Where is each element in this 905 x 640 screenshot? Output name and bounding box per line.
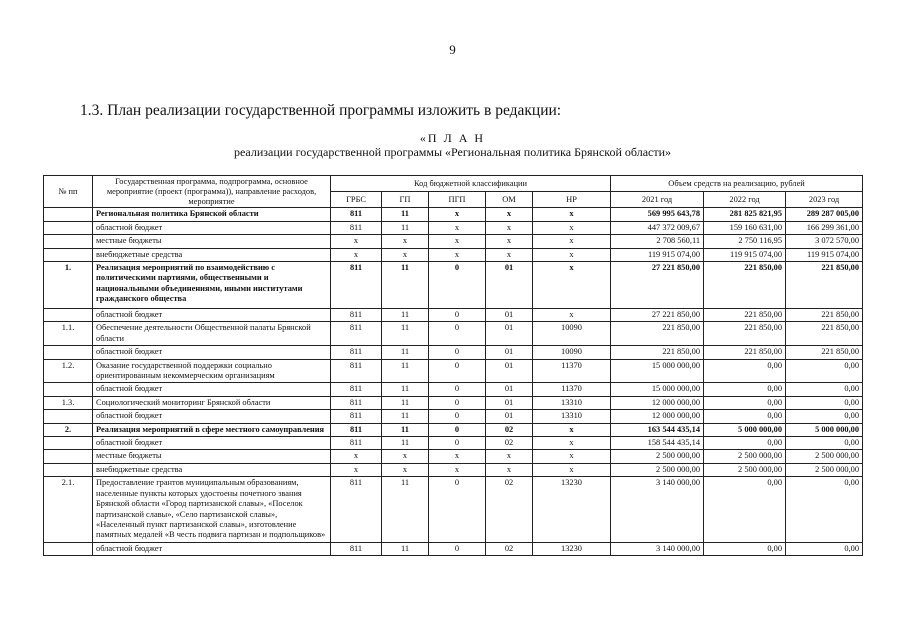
row-name: местные бюджеты — [93, 235, 331, 248]
cell-2022: 221 850,00 — [704, 322, 786, 346]
cell-om: х — [486, 248, 533, 261]
cell-om: 01 — [486, 359, 533, 383]
row-name: областной бюджет — [93, 309, 331, 322]
cell-pgp: х — [429, 221, 486, 234]
cell-grbs: 811 — [331, 221, 382, 234]
cell-2023: 0,00 — [786, 437, 863, 450]
cell-nr: х — [533, 235, 611, 248]
plan-subtitle: реализации государственной программы «Региональная политика Брянской области» — [233, 145, 672, 159]
cell-gp: 11 — [382, 383, 429, 396]
cell-2022: 159 160 631,00 — [704, 221, 786, 234]
cell-pgp: х — [429, 208, 486, 221]
row-name: внебюджетные средства — [93, 463, 331, 476]
row-name: областной бюджет — [93, 410, 331, 423]
cell-gp: 11 — [382, 542, 429, 555]
cell-nr: 11370 — [533, 359, 611, 383]
row-number: 1.1. — [44, 322, 93, 346]
table-row — [44, 463, 863, 476]
cell-2021: 15 000 000,00 — [611, 383, 704, 396]
page-number: 9 — [449, 42, 456, 57]
table-row — [44, 322, 863, 346]
cell-2022: 281 825 821,95 — [704, 208, 786, 221]
plan-title-block — [0, 131, 905, 159]
row-name: Региональная политика Брянской области — [93, 208, 331, 221]
cell-pgp: 0 — [429, 309, 486, 322]
cell-gp: 11 — [382, 309, 429, 322]
cell-2021: 447 372 009,67 — [611, 221, 704, 234]
table-row — [44, 477, 863, 542]
cell-pgp: 0 — [429, 262, 486, 309]
cell-2023: 221 850,00 — [786, 346, 863, 359]
row-number — [44, 208, 93, 221]
cell-grbs: 811 — [331, 383, 382, 396]
plan-table-body — [44, 208, 863, 556]
cell-gp: 11 — [382, 221, 429, 234]
plan-title: «П Л А Н — [419, 131, 486, 145]
cell-om: 02 — [486, 423, 533, 436]
table-row — [44, 262, 863, 309]
cell-grbs: 811 — [331, 346, 382, 359]
cell-nr: х — [533, 248, 611, 261]
table-row — [44, 450, 863, 463]
cell-nr: 13230 — [533, 542, 611, 555]
cell-2023: 289 287 005,00 — [786, 208, 863, 221]
cell-grbs: х — [331, 235, 382, 248]
cell-om: х — [486, 463, 533, 476]
row-number: 1.3. — [44, 396, 93, 409]
cell-2021: 15 000 000,00 — [611, 359, 704, 383]
row-number — [44, 542, 93, 555]
cell-grbs: 811 — [331, 208, 382, 221]
cell-grbs: 811 — [331, 309, 382, 322]
cell-2022: 0,00 — [704, 437, 786, 450]
cell-nr: 10090 — [533, 346, 611, 359]
header-name: Государственная программа, подпрограмма, основное мероприятие (проект (программа)), направление расходов, мероприятие — [93, 176, 331, 208]
row-name: областной бюджет — [93, 542, 331, 555]
header-nr: НР — [533, 192, 611, 208]
cell-pgp: 0 — [429, 322, 486, 346]
cell-nr: 13310 — [533, 410, 611, 423]
row-name: Реализация мероприятий по взаимодействию с политическими партиями, общественными и национальными объединениями, иными институтами гражданского общества — [93, 262, 331, 309]
row-number — [44, 221, 93, 234]
cell-grbs: 811 — [331, 423, 382, 436]
cell-grbs: 811 — [331, 410, 382, 423]
table-row — [44, 410, 863, 423]
cell-2023: 2 500 000,00 — [786, 463, 863, 476]
cell-gp: х — [382, 235, 429, 248]
table-row — [44, 221, 863, 234]
cell-gp: х — [382, 463, 429, 476]
table-row — [44, 383, 863, 396]
cell-pgp: х — [429, 463, 486, 476]
cell-pgp: 0 — [429, 542, 486, 555]
cell-2021: 158 544 435,14 — [611, 437, 704, 450]
cell-2023: 2 500 000,00 — [786, 450, 863, 463]
header-gp: ГП — [382, 192, 429, 208]
row-number: 2.1. — [44, 477, 93, 542]
cell-nr: х — [533, 221, 611, 234]
cell-grbs: 811 — [331, 359, 382, 383]
cell-2023: 221 850,00 — [786, 309, 863, 322]
header-2023: 2023 год — [786, 192, 863, 208]
cell-gp: х — [382, 450, 429, 463]
cell-nr: х — [533, 437, 611, 450]
cell-nr: х — [533, 309, 611, 322]
row-name: Реализация мероприятий в сфере местного самоуправления — [93, 423, 331, 436]
cell-grbs: х — [331, 248, 382, 261]
cell-2022: 0,00 — [704, 359, 786, 383]
cell-nr: х — [533, 208, 611, 221]
table-row — [44, 309, 863, 322]
cell-grbs: 811 — [331, 542, 382, 555]
cell-om: 02 — [486, 477, 533, 542]
cell-2023: 166 299 361,00 — [786, 221, 863, 234]
cell-pgp: х — [429, 235, 486, 248]
row-number — [44, 410, 93, 423]
cell-gp: 11 — [382, 322, 429, 346]
cell-2021: 27 221 850,00 — [611, 262, 704, 309]
cell-nr: 13310 — [533, 396, 611, 409]
cell-grbs: 811 — [331, 396, 382, 409]
cell-pgp: 0 — [429, 396, 486, 409]
row-name: внебюджетные средства — [93, 248, 331, 261]
row-number — [44, 235, 93, 248]
row-number — [44, 463, 93, 476]
cell-2023: 0,00 — [786, 477, 863, 542]
cell-2021: 569 995 643,78 — [611, 208, 704, 221]
row-name: Предоставление грантов муниципальным образованиям, населенные пункты которых удостоены почетного звания Брянской области «Город партизанской славы», «Поселок партизанской славы», «Село партизанской славы», «Населенный пункт партизанской славы», изготовление памятных медалей «В честь подвига партизан и подпольщиков» — [93, 477, 331, 542]
cell-2022: 0,00 — [704, 396, 786, 409]
row-number — [44, 450, 93, 463]
cell-2022: 0,00 — [704, 477, 786, 542]
row-name: местные бюджеты — [93, 450, 331, 463]
row-number — [44, 383, 93, 396]
cell-2021: 3 140 000,00 — [611, 542, 704, 555]
table-row — [44, 423, 863, 436]
cell-nr: х — [533, 262, 611, 309]
cell-grbs: 811 — [331, 437, 382, 450]
cell-2022: 2 500 000,00 — [704, 463, 786, 476]
row-number — [44, 248, 93, 261]
row-number — [44, 346, 93, 359]
header-om: ОМ — [486, 192, 533, 208]
header-2022: 2022 год — [704, 192, 786, 208]
row-number: 1. — [44, 262, 93, 309]
cell-gp: 11 — [382, 437, 429, 450]
cell-2023: 3 072 570,00 — [786, 235, 863, 248]
cell-2022: 2 750 116,95 — [704, 235, 786, 248]
cell-2023: 0,00 — [786, 410, 863, 423]
cell-2022: 221 850,00 — [704, 346, 786, 359]
cell-gp: 11 — [382, 208, 429, 221]
cell-pgp: 0 — [429, 359, 486, 383]
cell-2023: 221 850,00 — [786, 262, 863, 309]
table-row — [44, 346, 863, 359]
header-grbs: ГРБС — [331, 192, 382, 208]
cell-2021: 163 544 435,14 — [611, 423, 704, 436]
cell-pgp: 0 — [429, 410, 486, 423]
cell-gp: 11 — [382, 346, 429, 359]
cell-om: 01 — [486, 309, 533, 322]
cell-2023: 5 000 000,00 — [786, 423, 863, 436]
cell-pgp: 0 — [429, 477, 486, 542]
cell-gp: 11 — [382, 477, 429, 542]
row-name: Оказание государственной поддержки социально ориентированным некоммерческим организациям — [93, 359, 331, 383]
cell-pgp: 0 — [429, 437, 486, 450]
cell-om: х — [486, 208, 533, 221]
cell-2021: 2 500 000,00 — [611, 450, 704, 463]
cell-nr: х — [533, 423, 611, 436]
cell-nr: х — [533, 463, 611, 476]
cell-2023: 119 915 074,00 — [786, 248, 863, 261]
cell-om: 01 — [486, 396, 533, 409]
header-funds: Объем средств на реализацию, рублей — [611, 176, 863, 192]
cell-2022: 5 000 000,00 — [704, 423, 786, 436]
table-row — [44, 208, 863, 221]
row-name: Социологический мониторинг Брянской области — [93, 396, 331, 409]
header-pgp: ПГП — [429, 192, 486, 208]
cell-2022: 221 850,00 — [704, 262, 786, 309]
cell-gp: 11 — [382, 423, 429, 436]
header-2021: 2021 год — [611, 192, 704, 208]
header-budget-code: Код бюджетной классификации — [331, 176, 611, 192]
cell-om: х — [486, 235, 533, 248]
table-row — [44, 248, 863, 261]
cell-gp: 11 — [382, 359, 429, 383]
cell-grbs: х — [331, 463, 382, 476]
cell-pgp: х — [429, 248, 486, 261]
cell-2021: 2 708 560,11 — [611, 235, 704, 248]
cell-om: х — [486, 450, 533, 463]
cell-2021: 221 850,00 — [611, 322, 704, 346]
cell-2021: 3 140 000,00 — [611, 477, 704, 542]
row-number — [44, 437, 93, 450]
cell-2023: 0,00 — [786, 383, 863, 396]
cell-2023: 0,00 — [786, 396, 863, 409]
cell-2022: 0,00 — [704, 383, 786, 396]
cell-gp: 11 — [382, 262, 429, 309]
cell-2021: 12 000 000,00 — [611, 396, 704, 409]
cell-2021: 2 500 000,00 — [611, 463, 704, 476]
cell-om: 01 — [486, 410, 533, 423]
cell-om: 01 — [486, 322, 533, 346]
cell-2022: 2 500 000,00 — [704, 450, 786, 463]
cell-pgp: 0 — [429, 383, 486, 396]
table-row — [44, 542, 863, 555]
table-row — [44, 359, 863, 383]
cell-2022: 0,00 — [704, 410, 786, 423]
cell-om: 01 — [486, 383, 533, 396]
cell-om: 02 — [486, 542, 533, 555]
cell-gp: 11 — [382, 396, 429, 409]
cell-pgp: х — [429, 450, 486, 463]
cell-2021: 12 000 000,00 — [611, 410, 704, 423]
cell-om: 02 — [486, 437, 533, 450]
cell-2021: 27 221 850,00 — [611, 309, 704, 322]
row-name: областной бюджет — [93, 346, 331, 359]
cell-2023: 0,00 — [786, 542, 863, 555]
row-number: 1.2. — [44, 359, 93, 383]
header-num: № пп — [44, 176, 93, 208]
cell-gp: 11 — [382, 410, 429, 423]
table-row — [44, 396, 863, 409]
table-row — [44, 437, 863, 450]
row-name: областной бюджет — [93, 437, 331, 450]
cell-nr: х — [533, 450, 611, 463]
plan-table — [43, 175, 863, 556]
cell-grbs: 811 — [331, 477, 382, 542]
cell-grbs: 811 — [331, 322, 382, 346]
cell-2021: 221 850,00 — [611, 346, 704, 359]
cell-om: 01 — [486, 346, 533, 359]
cell-nr: 13230 — [533, 477, 611, 542]
cell-grbs: 811 — [331, 262, 382, 309]
row-name: областной бюджет — [93, 221, 331, 234]
cell-2023: 221 850,00 — [786, 322, 863, 346]
row-number — [44, 309, 93, 322]
cell-2022: 0,00 — [704, 542, 786, 555]
section-heading: 1.3. План реализации государственной программы изложить в редакции: — [80, 102, 562, 119]
cell-om: 01 — [486, 262, 533, 309]
cell-pgp: 0 — [429, 346, 486, 359]
cell-2021: 119 915 074,00 — [611, 248, 704, 261]
cell-nr: 11370 — [533, 383, 611, 396]
cell-2022: 119 915 074,00 — [704, 248, 786, 261]
cell-gp: х — [382, 248, 429, 261]
row-name: Обеспечение деятельности Общественной палаты Брянской области — [93, 322, 331, 346]
cell-pgp: 0 — [429, 423, 486, 436]
cell-grbs: х — [331, 450, 382, 463]
cell-om: х — [486, 221, 533, 234]
cell-2022: 221 850,00 — [704, 309, 786, 322]
cell-nr: 10090 — [533, 322, 611, 346]
row-name: областной бюджет — [93, 383, 331, 396]
row-number: 2. — [44, 423, 93, 436]
table-row — [44, 235, 863, 248]
cell-2023: 0,00 — [786, 359, 863, 383]
